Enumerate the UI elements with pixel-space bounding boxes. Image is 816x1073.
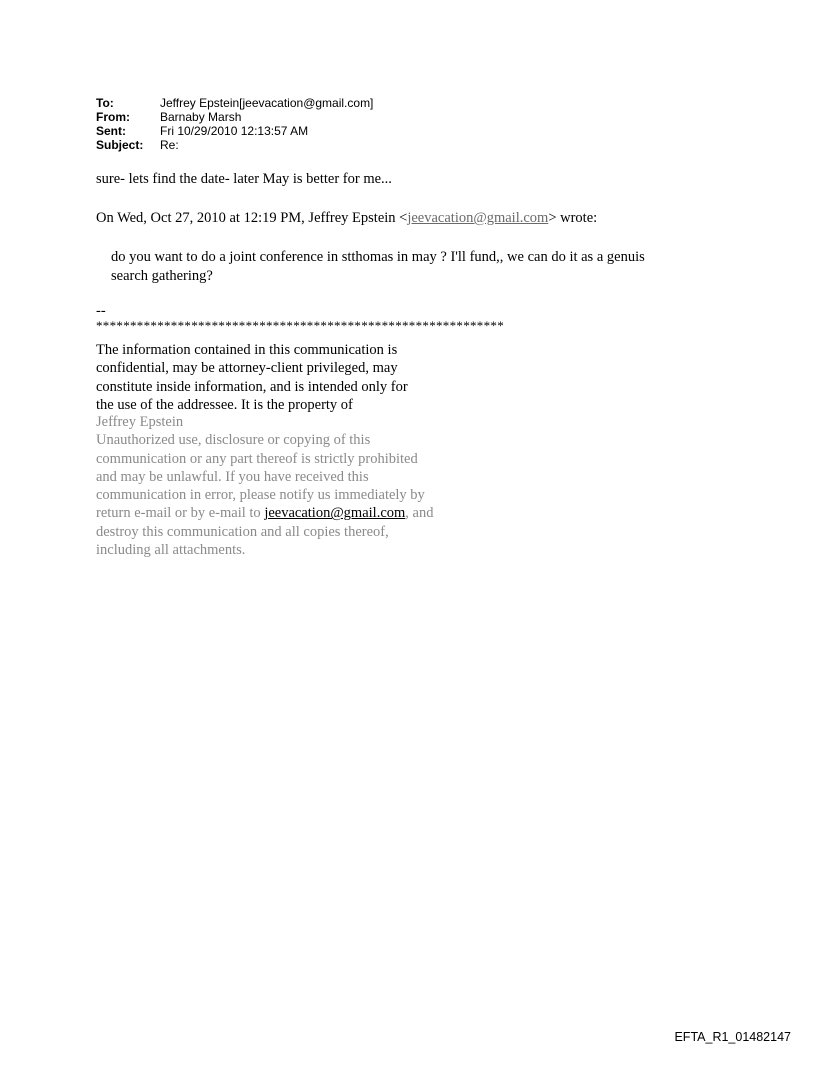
sent-label: Sent: [96,124,126,138]
to-label: To: [96,96,114,110]
disclaimer-link-suffix: , and [405,505,434,522]
quoted-message [111,248,645,286]
from-value: Barnaby Marsh [160,110,242,124]
subject-row [96,138,373,152]
disclaimer-line: communication or any part thereof is strictly prohibited [96,450,418,467]
quote-intro-prefix: On Wed, Oct 27, 2010 at 12:19 PM, Jeffrey Epstein < [96,210,408,226]
signature-stars: ************************************************************ [96,318,504,333]
quote-email-link[interactable]: jeevacation@gmail.com [407,210,549,226]
quoted-line: do you want to do a joint conference in stthomas in may ? I'll fund,, we can do it as a genuis [111,249,645,265]
disclaimer-line: constitute inside information, and is intended only for [96,378,408,395]
subject-label: Subject: [96,138,144,152]
disclaimer-line: Unauthorized use, disclosure or copying of this [96,432,371,449]
signature-separator: -- [96,303,106,319]
disclaimer-line: destroy this communication and all copies thereof, [96,523,389,540]
sent-row [96,124,373,138]
subject-value: Re: [160,138,179,152]
sent-value: Fri 10/29/2010 12:13:57 AM [160,124,309,138]
document-id: EFTA_R1_01482147 [674,1030,791,1044]
disclaimer-line: The information contained in this communication is [96,342,398,358]
disclaimer-line: including all attachments. [96,542,246,559]
to-value: Jeffrey Epstein[jeevacation@gmail.com] [160,96,374,110]
from-row [96,110,373,124]
quote-intro-suffix: > wrote: [548,210,598,226]
quoted-line: search gathering? [111,268,213,284]
disclaimer-black [96,341,408,415]
disclaimer-line: the use of the addressee. It is the property of [96,397,353,414]
reply-text: sure- lets find the date- later May is better for me... [96,171,392,187]
from-label: From: [96,110,130,124]
to-row [96,96,373,110]
quote-intro [96,210,597,227]
disclaimer-email-link[interactable]: jeevacation@gmail.com [264,505,406,522]
disclaimer-link-line [96,504,433,522]
email-header [96,96,373,152]
disclaimer-gray [96,413,433,559]
disclaimer-line: confidential, may be attorney-client privileged, may [96,360,398,377]
disclaimer-line: Jeffrey Epstein [96,414,184,430]
disclaimer-link-prefix: return e-mail or by e-mail to [96,505,265,522]
disclaimer-line: and may be unlawful. If you have received this [96,468,369,485]
disclaimer-line: communication in error, please notify us immediately by [96,487,425,504]
